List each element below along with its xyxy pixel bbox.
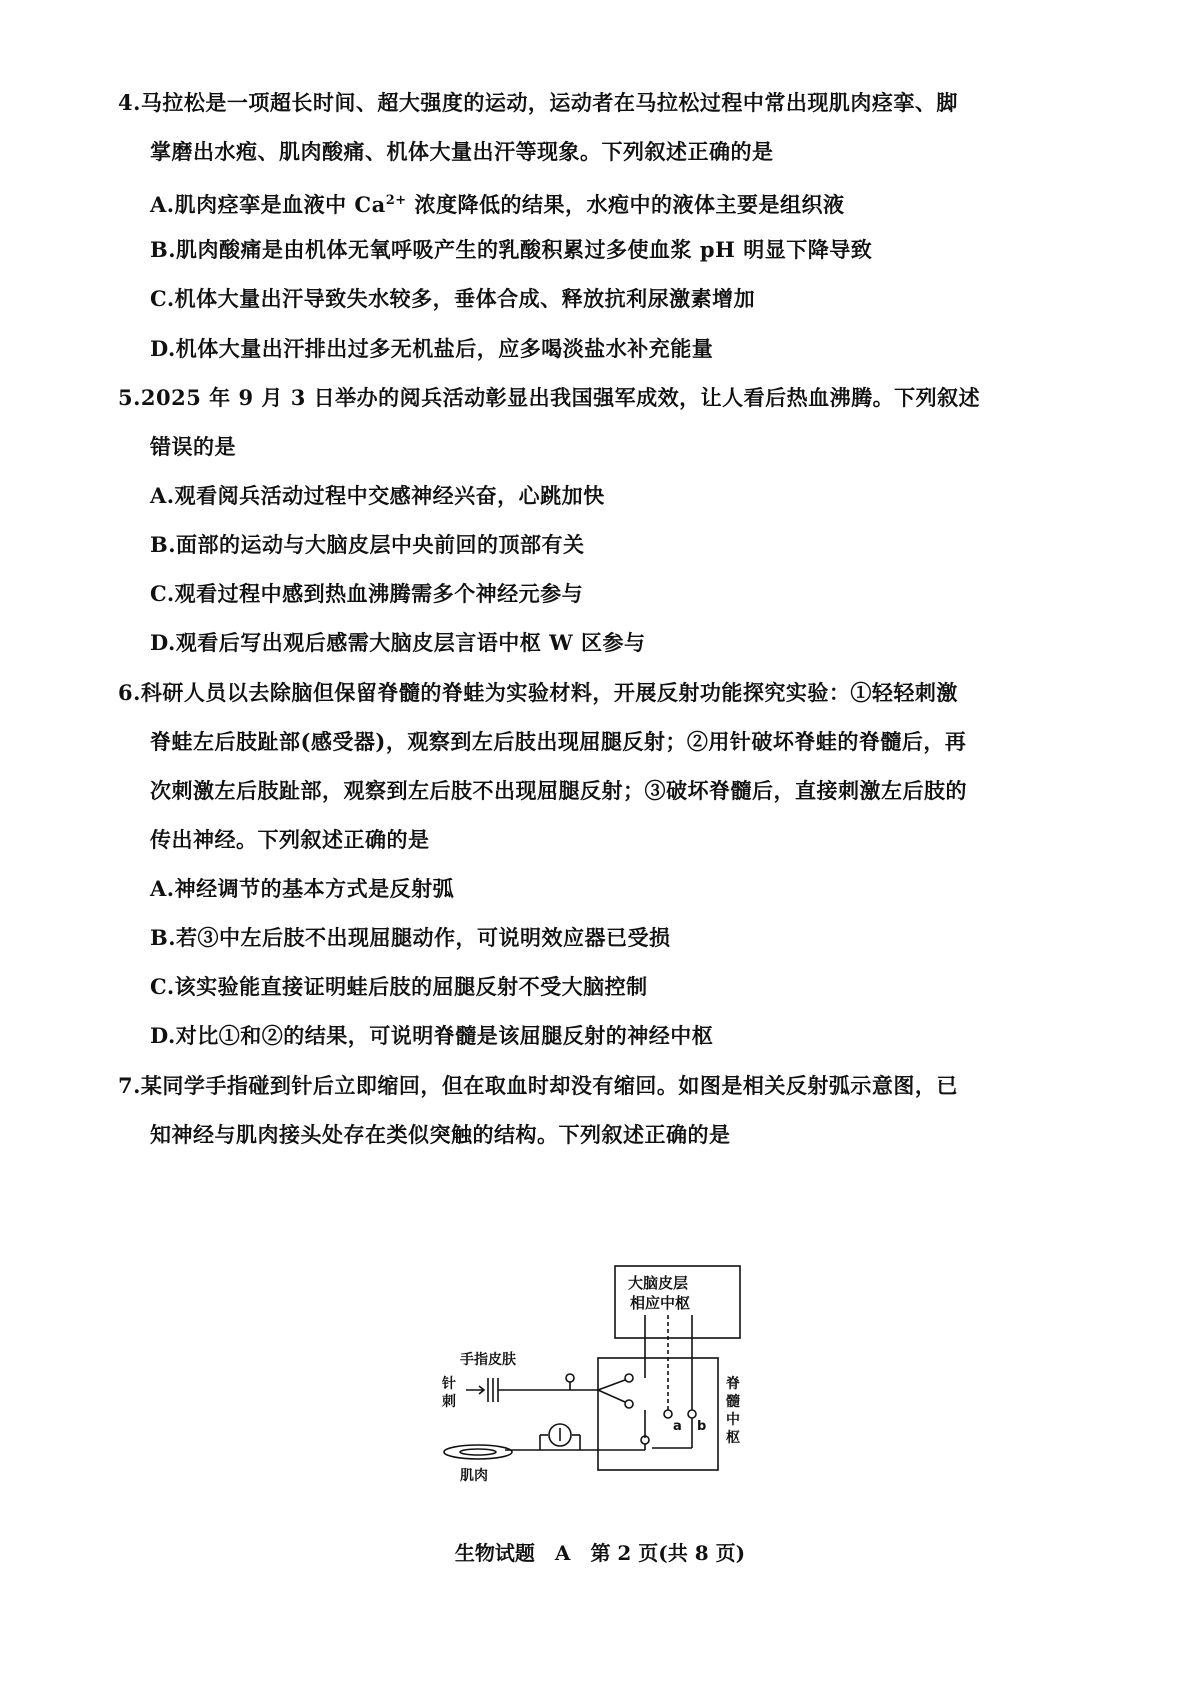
label-b: b [697,1419,707,1434]
q6-stem-line3: 次刺激左后肢趾部，观察到左后肢不出现屈腿反射；③破坏脊髓后，直接刺激左后肢的 [150,778,967,803]
q6-stem-line2: 脊蛙左后肢趾部(感受器)，观察到左后肢出现屈腿反射；②用针破坏脊蛙的脊髓后，再 [150,729,967,754]
cortex-label-line2: 相应中枢 [630,1294,691,1312]
interneuron-2 [598,1390,625,1402]
spinal-cord-box [598,1358,718,1470]
q6-option-b: B.若③中左后肢不出现屈腿动作，可说明效应器已受损 [150,925,671,950]
synapse-2 [625,1400,633,1408]
q6-stem-line4: 传出神经。下列叙述正确的是 [150,827,430,852]
spinal-label-4: 枢 [726,1430,740,1446]
q5-stem-line1: 5.2025 年 9 月 3 日举办的阅兵活动彰显出我国强军成效，让人看后热血沸腾。下列叙述 [118,385,981,410]
q4-option-a-text1: A.肌肉痉挛是血液中 Ca [150,192,386,217]
q6-stem-line1: 6.科研人员以去除脑但保留脊髓的脊蛙为实验材料，开展反射功能探究实验：①轻轻刺激 [118,680,958,705]
reflex-arc-figure [430,1260,760,1490]
muscle-inner [460,1449,496,1455]
q6-option-c: C.该实验能直接证明蛙后肢的屈腿反射不受大脑控制 [150,974,648,999]
q4-option-a-superscript: 2+ [385,193,407,208]
q4-option-a-text2: 浓度降低的结果，水疱中的液体主要是组织液 [406,192,845,217]
afferent-ganglion [566,1374,574,1382]
label-a: a [673,1419,682,1434]
spinal-label-2: 髓 [726,1394,740,1410]
q6-option-a: A.神经调节的基本方式是反射弧 [150,876,455,901]
q5-option-b: B.面部的运动与大脑皮层中央前回的顶部有关 [150,532,585,557]
q5-option-a: A.观看阅兵活动过程中交感神经兴奋，心跳加快 [150,483,605,508]
reflex-arc-diagram [430,1260,760,1490]
q4-option-b: B.肌肉酸痛是由机体无氧呼吸产生的乳酸积累过多使血浆 pH 明显下降导致 [150,237,873,262]
q5-stem-line2: 错误的是 [150,434,236,459]
synapse-a [664,1410,672,1418]
skin-label: 手指皮肤 [460,1352,516,1368]
synapse-b [688,1410,696,1418]
needle-label-1: 针 [442,1376,456,1392]
q7-stem-line2: 知神经与肌肉接头处存在类似突触的结构。下列叙述正确的是 [150,1122,731,1147]
needle-label-2: 刺 [442,1394,456,1410]
q7-stem-line1: 7.某同学手指碰到针后立即缩回，但在取血时却没有缩回。如图是相关反射弧示意图，已 [118,1073,958,1098]
q4-option-a [150,186,845,220]
q4-option-d: D.机体大量出汗排出过多无机盐后，应多喝淡盐水补充能量 [150,336,714,361]
q5-option-d: D.观看后写出观后感需大脑皮层言语中枢 W 区参与 [150,630,646,655]
interneuron-1 [598,1380,625,1390]
q6-option-d: D.对比①和②的结果，可说明脊髓是该屈腿反射的神经中枢 [150,1023,714,1048]
spinal-label-1: 脊 [726,1376,740,1392]
q4-option-c: C.机体大量出汗导致失水较多，垂体合成、释放抗利尿激素增加 [150,286,756,311]
synapse-1 [625,1374,633,1382]
cortex-label-line1: 大脑皮层 [628,1274,689,1292]
q5-option-c: C.观看过程中感到热血沸腾需多个神经元参与 [150,581,584,606]
muscle-label: 肌肉 [460,1468,488,1484]
page-footer: 生物试题 A 第 2 页(共 8 页) [454,1541,746,1565]
q4-stem-line1: 4.马拉松是一项超长时间、超大强度的运动，运动者在马拉松过程中常出现肌肉痉挛、脚 [118,90,958,115]
muscle-shape [444,1445,512,1459]
spinal-label-3: 中 [726,1412,740,1428]
q4-stem-line2: 掌磨出水疱、肌肉酸痛、机体大量出汗等现象。下列叙述正确的是 [150,139,774,164]
